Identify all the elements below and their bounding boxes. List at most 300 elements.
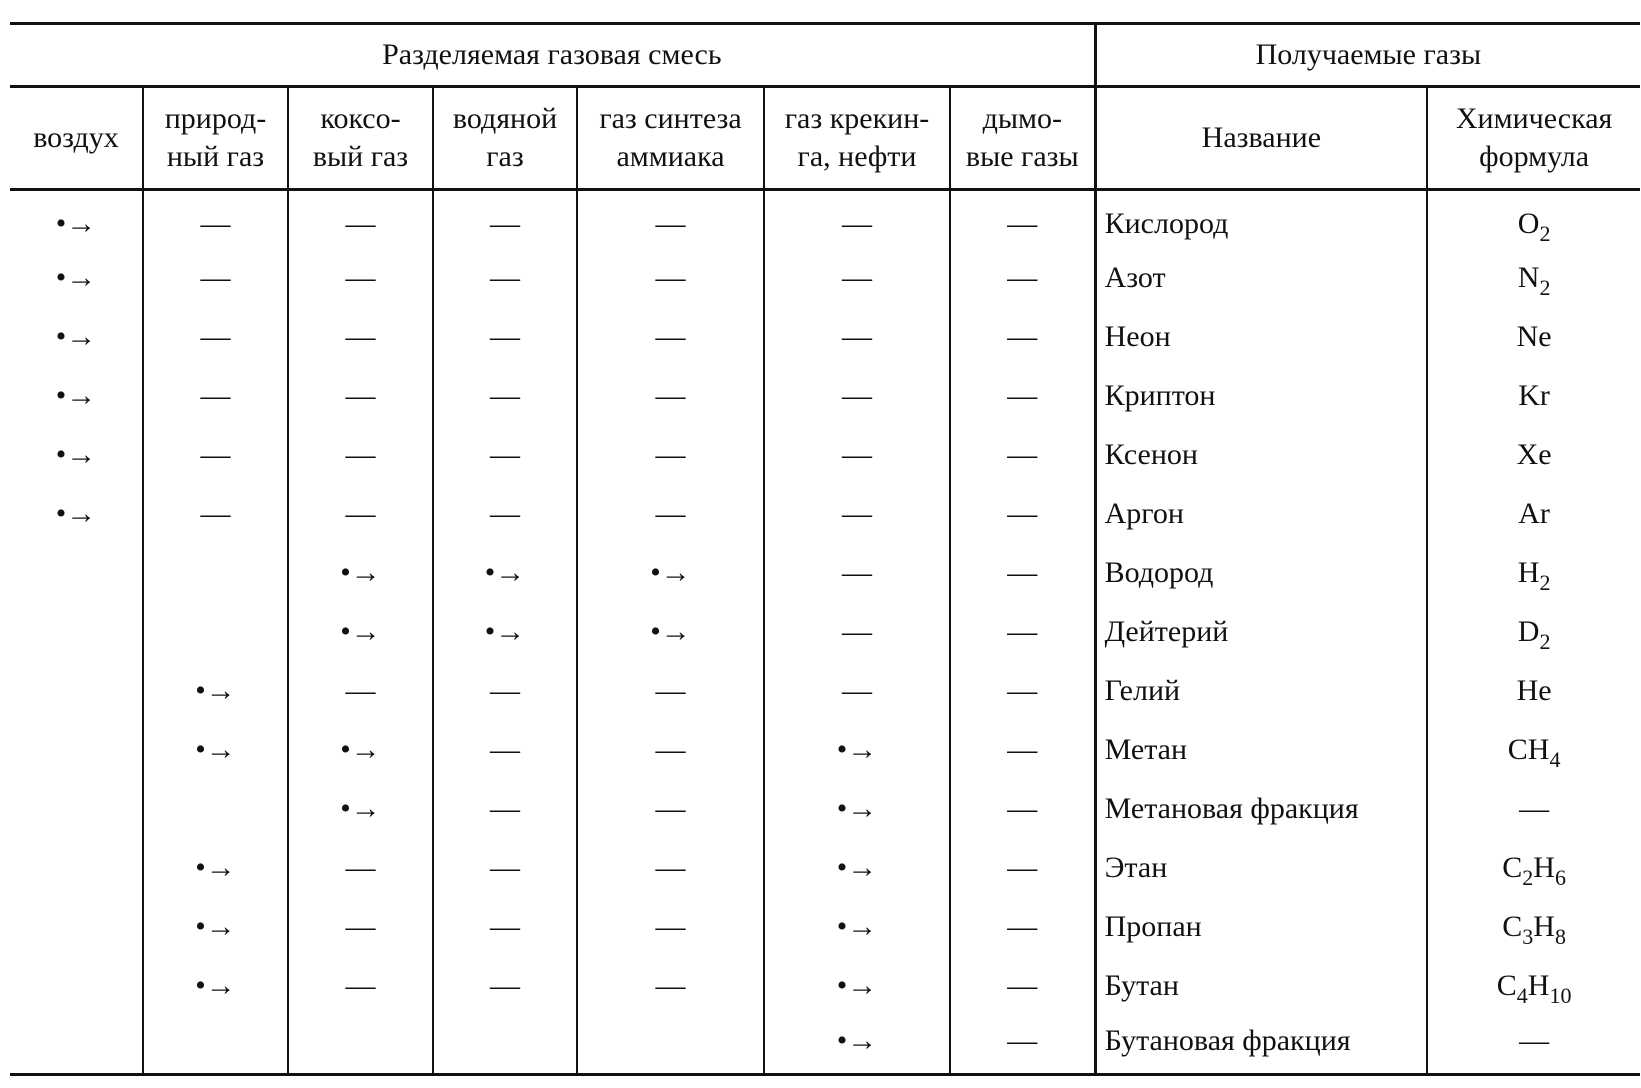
cell-water-gas bbox=[433, 308, 577, 367]
cell-ammonia-synthesis-gas bbox=[577, 721, 764, 780]
col-header-water-gas bbox=[433, 87, 577, 190]
cell-oil-cracking-gas bbox=[764, 603, 950, 662]
gas-formula-cell bbox=[1427, 721, 1640, 780]
gas-name: Ксенон bbox=[1095, 426, 1427, 485]
separation-mark-icon: •→ bbox=[340, 733, 381, 766]
cell-natural-gas bbox=[143, 1016, 288, 1075]
dash-mark: — bbox=[655, 379, 686, 412]
cell-water-gas bbox=[433, 603, 577, 662]
dash-mark: — bbox=[1007, 320, 1038, 353]
dash-mark: — bbox=[1007, 261, 1038, 294]
chemical-formula bbox=[1517, 261, 1551, 300]
table-row bbox=[10, 662, 1640, 721]
formula-subscript: 2 bbox=[1539, 220, 1551, 246]
cell-air bbox=[10, 426, 143, 485]
col-header-line: газ bbox=[486, 140, 524, 173]
dash-mark: — bbox=[490, 206, 520, 240]
dash-mark: — bbox=[490, 379, 520, 412]
dash-mark: — bbox=[842, 261, 872, 294]
gas-formula-cell bbox=[1427, 426, 1640, 485]
cell-oil-cracking-gas bbox=[764, 839, 950, 898]
table-row bbox=[10, 839, 1640, 898]
dash-mark: — bbox=[345, 379, 376, 412]
formula-symbol: — bbox=[1519, 1024, 1550, 1058]
cell-coke-gas bbox=[288, 544, 433, 603]
cell-flue-gases bbox=[950, 721, 1095, 780]
table-body bbox=[10, 190, 1640, 1075]
formula-symbol: C bbox=[1502, 851, 1523, 884]
cell-oil-cracking-gas bbox=[764, 190, 950, 249]
separation-mark-icon: •→ bbox=[55, 206, 97, 240]
cell-flue-gases bbox=[950, 485, 1095, 544]
col-header-natural-gas bbox=[143, 87, 288, 190]
gas-formula-cell bbox=[1427, 367, 1640, 426]
dash-mark: — bbox=[655, 261, 686, 294]
cell-oil-cracking-gas bbox=[764, 367, 950, 426]
formula-symbol: H bbox=[1527, 969, 1550, 1002]
chemical-formula bbox=[1517, 320, 1552, 354]
formula-symbol: N bbox=[1517, 261, 1540, 294]
dash-mark: — bbox=[1007, 206, 1038, 240]
dash-mark: — bbox=[655, 438, 686, 471]
cell-water-gas bbox=[433, 721, 577, 780]
formula-symbol: Ne bbox=[1516, 320, 1552, 353]
cell-ammonia-synthesis-gas bbox=[577, 1016, 764, 1075]
formula-symbol: CH bbox=[1507, 733, 1550, 766]
dash-mark: — bbox=[490, 792, 520, 825]
cell-ammonia-synthesis-gas bbox=[577, 426, 764, 485]
cell-natural-gas bbox=[143, 544, 288, 603]
cell-coke-gas bbox=[288, 1016, 433, 1075]
formula-subscript: 2 bbox=[1539, 275, 1551, 300]
cell-coke-gas bbox=[288, 485, 433, 544]
cell-water-gas bbox=[433, 249, 577, 308]
separation-mark-icon: •→ bbox=[836, 969, 878, 1002]
separation-mark-icon: •→ bbox=[836, 792, 878, 825]
formula-subscript: 4 bbox=[1516, 983, 1528, 1008]
cell-air bbox=[10, 662, 143, 721]
cell-water-gas bbox=[433, 485, 577, 544]
cell-air bbox=[10, 367, 143, 426]
cell-coke-gas bbox=[288, 603, 433, 662]
col-header-formula bbox=[1427, 87, 1640, 190]
separation-mark-icon: •→ bbox=[484, 556, 526, 589]
cell-flue-gases bbox=[950, 780, 1095, 839]
cell-coke-gas bbox=[288, 898, 433, 957]
cell-flue-gases bbox=[950, 190, 1095, 249]
cell-air bbox=[10, 957, 143, 1016]
gas-name: Кислород bbox=[1095, 190, 1427, 249]
cell-ammonia-synthesis-gas bbox=[577, 662, 764, 721]
chemical-formula bbox=[1517, 674, 1552, 708]
cell-ammonia-synthesis-gas bbox=[577, 957, 764, 1016]
dash-mark: — bbox=[842, 206, 872, 240]
cell-oil-cracking-gas bbox=[764, 662, 950, 721]
separation-mark-icon: •→ bbox=[55, 497, 97, 530]
dash-mark: — bbox=[842, 320, 872, 353]
formula-symbol: Kr bbox=[1518, 379, 1550, 412]
cell-flue-gases bbox=[950, 426, 1095, 485]
cell-flue-gases bbox=[950, 603, 1095, 662]
col-header-line: водяной bbox=[452, 102, 558, 135]
formula-subscript: 2 bbox=[1539, 629, 1551, 654]
separation-mark-icon: •→ bbox=[340, 556, 381, 589]
dash-mark: — bbox=[345, 438, 376, 471]
dash-mark: — bbox=[490, 261, 520, 294]
cell-ammonia-synthesis-gas bbox=[577, 898, 764, 957]
cell-oil-cracking-gas bbox=[764, 308, 950, 367]
dash-mark: — bbox=[842, 615, 872, 648]
separation-mark-icon: •→ bbox=[836, 733, 878, 766]
dash-mark: — bbox=[842, 497, 872, 530]
gas-separation-table bbox=[10, 22, 1640, 1076]
cell-air bbox=[10, 839, 143, 898]
cell-water-gas bbox=[433, 957, 577, 1016]
cell-coke-gas bbox=[288, 662, 433, 721]
table-row bbox=[10, 190, 1640, 249]
separation-mark-icon: •→ bbox=[195, 910, 236, 943]
separation-mark-icon: •→ bbox=[195, 733, 236, 766]
cell-oil-cracking-gas bbox=[764, 1016, 950, 1075]
cell-water-gas bbox=[433, 1016, 577, 1075]
separation-mark-icon: •→ bbox=[836, 910, 878, 943]
chemical-formula bbox=[1519, 792, 1549, 826]
gas-name: Гелий bbox=[1095, 662, 1427, 721]
cell-natural-gas bbox=[143, 957, 288, 1016]
cell-air bbox=[10, 603, 143, 662]
separation-mark-icon: •→ bbox=[55, 379, 97, 412]
dash-mark: — bbox=[655, 969, 686, 1002]
dash-mark: — bbox=[200, 497, 231, 530]
cell-flue-gases bbox=[950, 367, 1095, 426]
gas-name: Этан bbox=[1095, 839, 1427, 898]
cell-air bbox=[10, 898, 143, 957]
dash-mark: — bbox=[655, 674, 686, 707]
cell-natural-gas bbox=[143, 249, 288, 308]
cell-air bbox=[10, 190, 143, 249]
cell-oil-cracking-gas bbox=[764, 721, 950, 780]
cell-natural-gas bbox=[143, 898, 288, 957]
formula-subscript: 4 bbox=[1549, 747, 1561, 772]
cell-coke-gas bbox=[288, 957, 433, 1016]
dash-mark: — bbox=[1007, 497, 1038, 530]
dash-mark: — bbox=[1007, 674, 1038, 707]
chemical-formula bbox=[1507, 733, 1561, 772]
dash-mark: — bbox=[200, 379, 231, 412]
formula-symbol: H bbox=[1533, 851, 1555, 884]
gas-name: Бутан bbox=[1095, 957, 1427, 1016]
cell-natural-gas bbox=[143, 839, 288, 898]
separation-mark-icon: •→ bbox=[650, 615, 691, 648]
col-header-flue-gases bbox=[950, 87, 1095, 190]
chemical-formula bbox=[1517, 438, 1552, 472]
cell-air bbox=[10, 780, 143, 839]
formula-subscript: 3 bbox=[1522, 924, 1534, 949]
table-row bbox=[10, 485, 1640, 544]
dash-mark: — bbox=[842, 438, 872, 471]
formula-subscript: 10 bbox=[1549, 983, 1572, 1008]
formula-symbol: Ar bbox=[1518, 497, 1550, 530]
chemical-formula bbox=[1517, 556, 1551, 595]
table-row bbox=[10, 426, 1640, 485]
dash-mark: — bbox=[655, 792, 686, 825]
dash-mark: — bbox=[655, 497, 686, 530]
cell-ammonia-synthesis-gas bbox=[577, 603, 764, 662]
dash-mark: — bbox=[490, 969, 520, 1002]
dash-mark: — bbox=[655, 733, 686, 766]
cell-oil-cracking-gas bbox=[764, 957, 950, 1016]
cell-natural-gas bbox=[143, 426, 288, 485]
cell-flue-gases bbox=[950, 544, 1095, 603]
cell-oil-cracking-gas bbox=[764, 544, 950, 603]
gas-name: Бутановая фракция bbox=[1095, 1016, 1427, 1075]
col-header-line: вые газы bbox=[965, 140, 1079, 173]
separation-mark-icon: •→ bbox=[195, 851, 236, 884]
formula-symbol: C bbox=[1496, 969, 1517, 1002]
gas-formula-cell bbox=[1427, 544, 1640, 603]
cell-ammonia-synthesis-gas bbox=[577, 249, 764, 308]
gas-name: Азот bbox=[1095, 249, 1427, 308]
cell-coke-gas bbox=[288, 780, 433, 839]
formula-symbol: H bbox=[1517, 556, 1540, 589]
table-row bbox=[10, 308, 1640, 367]
dash-mark: — bbox=[1007, 733, 1038, 766]
cell-natural-gas bbox=[143, 485, 288, 544]
table-row bbox=[10, 721, 1640, 780]
chemical-formula bbox=[1496, 969, 1572, 1008]
dash-mark: — bbox=[200, 438, 231, 471]
cell-natural-gas bbox=[143, 780, 288, 839]
cell-coke-gas bbox=[288, 308, 433, 367]
formula-subscript: 6 bbox=[1554, 865, 1566, 890]
dash-mark: — bbox=[345, 320, 376, 353]
chemical-formula bbox=[1502, 910, 1566, 949]
col-header-line: газ крекин- bbox=[784, 102, 930, 135]
dash-mark: — bbox=[345, 261, 376, 294]
dash-mark: — bbox=[490, 320, 520, 353]
gas-formula-cell bbox=[1427, 249, 1640, 308]
col-header-line: Химическая bbox=[1455, 102, 1613, 135]
separation-mark-icon: •→ bbox=[484, 615, 526, 648]
gas-name: Метан bbox=[1095, 721, 1427, 780]
formula-symbol: H bbox=[1533, 910, 1555, 943]
formula-symbol: He bbox=[1516, 674, 1552, 707]
cell-natural-gas bbox=[143, 603, 288, 662]
chemical-formula bbox=[1517, 615, 1551, 654]
dash-mark: — bbox=[200, 320, 231, 353]
dash-mark: — bbox=[200, 206, 231, 240]
dash-mark: — bbox=[345, 851, 376, 884]
dash-mark: — bbox=[1007, 1024, 1038, 1058]
cell-air bbox=[10, 721, 143, 780]
gas-formula-cell bbox=[1427, 485, 1640, 544]
chemical-formula bbox=[1518, 497, 1550, 531]
formula-symbol: — bbox=[1519, 792, 1550, 825]
table-row bbox=[10, 367, 1640, 426]
col-header-coke-gas bbox=[288, 87, 433, 190]
gas-name: Неон bbox=[1095, 308, 1427, 367]
table-header bbox=[10, 24, 1640, 190]
gas-name: Метановая фракция bbox=[1095, 780, 1427, 839]
cell-flue-gases bbox=[950, 898, 1095, 957]
cell-ammonia-synthesis-gas bbox=[577, 839, 764, 898]
col-header-line: га, нефти bbox=[797, 140, 917, 173]
gas-name: Аргон bbox=[1095, 485, 1427, 544]
gas-formula-cell bbox=[1427, 190, 1640, 249]
dash-mark: — bbox=[345, 910, 376, 943]
separation-mark-icon: •→ bbox=[340, 792, 381, 825]
dash-mark: — bbox=[345, 969, 376, 1002]
cell-water-gas bbox=[433, 839, 577, 898]
dash-mark: — bbox=[1007, 379, 1038, 412]
cell-air bbox=[10, 249, 143, 308]
cell-flue-gases bbox=[950, 662, 1095, 721]
dash-mark: — bbox=[655, 320, 686, 353]
gas-formula-cell bbox=[1427, 603, 1640, 662]
cell-ammonia-synthesis-gas bbox=[577, 190, 764, 249]
cell-natural-gas bbox=[143, 367, 288, 426]
cell-ammonia-synthesis-gas bbox=[577, 308, 764, 367]
dash-mark: — bbox=[490, 733, 520, 766]
dash-mark: — bbox=[200, 261, 231, 294]
group-header-products: Получаемые газы bbox=[1095, 24, 1640, 87]
table-row bbox=[10, 780, 1640, 839]
cell-oil-cracking-gas bbox=[764, 485, 950, 544]
dash-mark: — bbox=[1007, 851, 1038, 884]
cell-flue-gases bbox=[950, 839, 1095, 898]
col-header-line: формула bbox=[1479, 140, 1590, 173]
cell-water-gas bbox=[433, 367, 577, 426]
cell-oil-cracking-gas bbox=[764, 249, 950, 308]
cell-natural-gas bbox=[143, 190, 288, 249]
formula-symbol: D bbox=[1517, 615, 1540, 648]
dash-mark: — bbox=[345, 206, 376, 240]
col-header-line: ный газ bbox=[166, 140, 265, 173]
cell-ammonia-synthesis-gas bbox=[577, 780, 764, 839]
cell-air bbox=[10, 1016, 143, 1075]
cell-coke-gas bbox=[288, 249, 433, 308]
table-row bbox=[10, 249, 1640, 308]
chemical-formula bbox=[1518, 379, 1550, 413]
cell-air bbox=[10, 485, 143, 544]
dash-mark: — bbox=[1007, 438, 1038, 471]
separation-mark-icon: •→ bbox=[55, 320, 97, 353]
cell-ammonia-synthesis-gas bbox=[577, 544, 764, 603]
dash-mark: — bbox=[490, 438, 520, 471]
chemical-formula bbox=[1502, 851, 1566, 890]
header-column-row bbox=[10, 87, 1640, 190]
table-row bbox=[10, 544, 1640, 603]
gas-formula-cell bbox=[1427, 780, 1640, 839]
cell-coke-gas bbox=[288, 721, 433, 780]
formula-subscript: 2 bbox=[1522, 865, 1534, 890]
col-header-line: Название bbox=[1201, 121, 1322, 154]
cell-ammonia-synthesis-gas bbox=[577, 485, 764, 544]
col-header-air bbox=[10, 87, 143, 190]
cell-flue-gases bbox=[950, 249, 1095, 308]
cell-flue-gases bbox=[950, 957, 1095, 1016]
cell-ammonia-synthesis-gas bbox=[577, 367, 764, 426]
formula-symbol: C bbox=[1502, 910, 1523, 943]
formula-subscript: 2 bbox=[1539, 570, 1551, 595]
gas-name: Водород bbox=[1095, 544, 1427, 603]
col-header-line: газ синтеза bbox=[599, 102, 742, 135]
cell-flue-gases bbox=[950, 1016, 1095, 1075]
dash-mark: — bbox=[655, 206, 686, 240]
formula-symbol: O bbox=[1517, 206, 1540, 240]
separation-mark-icon: •→ bbox=[340, 615, 381, 648]
gas-formula-cell bbox=[1427, 662, 1640, 721]
separation-mark-icon: •→ bbox=[55, 261, 97, 294]
dash-mark: — bbox=[1007, 910, 1038, 943]
dash-mark: — bbox=[490, 910, 520, 943]
gas-formula-cell bbox=[1427, 1016, 1640, 1075]
header-group-row bbox=[10, 24, 1640, 87]
dash-mark: — bbox=[1007, 556, 1038, 589]
gas-formula-cell bbox=[1427, 898, 1640, 957]
cell-coke-gas bbox=[288, 426, 433, 485]
cell-coke-gas bbox=[288, 190, 433, 249]
cell-water-gas bbox=[433, 780, 577, 839]
gas-name: Пропан bbox=[1095, 898, 1427, 957]
dash-mark: — bbox=[842, 674, 872, 707]
cell-natural-gas bbox=[143, 662, 288, 721]
col-header-oil-cracking-gas bbox=[764, 87, 950, 190]
separation-mark-icon: •→ bbox=[55, 438, 97, 471]
dash-mark: — bbox=[842, 556, 872, 589]
cell-coke-gas bbox=[288, 367, 433, 426]
dash-mark: — bbox=[345, 497, 376, 530]
cell-water-gas bbox=[433, 898, 577, 957]
dash-mark: — bbox=[842, 379, 872, 412]
separation-mark-icon: •→ bbox=[195, 969, 236, 1002]
formula-subscript: 8 bbox=[1554, 924, 1566, 949]
formula-symbol: Xe bbox=[1516, 438, 1552, 471]
cell-water-gas bbox=[433, 190, 577, 249]
dash-mark: — bbox=[655, 910, 686, 943]
table-row bbox=[10, 898, 1640, 957]
gas-formula-cell bbox=[1427, 308, 1640, 367]
dash-mark: — bbox=[490, 497, 520, 530]
dash-mark: — bbox=[490, 851, 520, 884]
table-row bbox=[10, 957, 1640, 1016]
cell-flue-gases bbox=[950, 308, 1095, 367]
col-header-line: аммиака bbox=[616, 140, 725, 173]
table-row bbox=[10, 1016, 1640, 1075]
cell-air bbox=[10, 308, 143, 367]
separation-mark-icon: •→ bbox=[650, 556, 691, 589]
cell-water-gas bbox=[433, 544, 577, 603]
dash-mark: — bbox=[655, 851, 686, 884]
dash-mark: — bbox=[490, 674, 520, 707]
gas-formula-cell bbox=[1427, 839, 1640, 898]
cell-coke-gas bbox=[288, 839, 433, 898]
dash-mark: — bbox=[1007, 969, 1038, 1002]
col-header-name bbox=[1095, 87, 1427, 190]
table-row bbox=[10, 603, 1640, 662]
separation-mark-icon: •→ bbox=[836, 851, 878, 884]
col-header-line: воздух bbox=[33, 121, 119, 154]
cell-oil-cracking-gas bbox=[764, 426, 950, 485]
gas-separation-table-sheet bbox=[10, 22, 1640, 1076]
gas-name: Дейтерий bbox=[1095, 603, 1427, 662]
cell-natural-gas bbox=[143, 721, 288, 780]
dash-mark: — bbox=[1007, 792, 1038, 825]
gas-formula-cell bbox=[1427, 957, 1640, 1016]
col-header-ammonia-synthesis-gas bbox=[577, 87, 764, 190]
col-header-line: вый газ bbox=[312, 140, 409, 173]
gas-name: Криптон bbox=[1095, 367, 1427, 426]
